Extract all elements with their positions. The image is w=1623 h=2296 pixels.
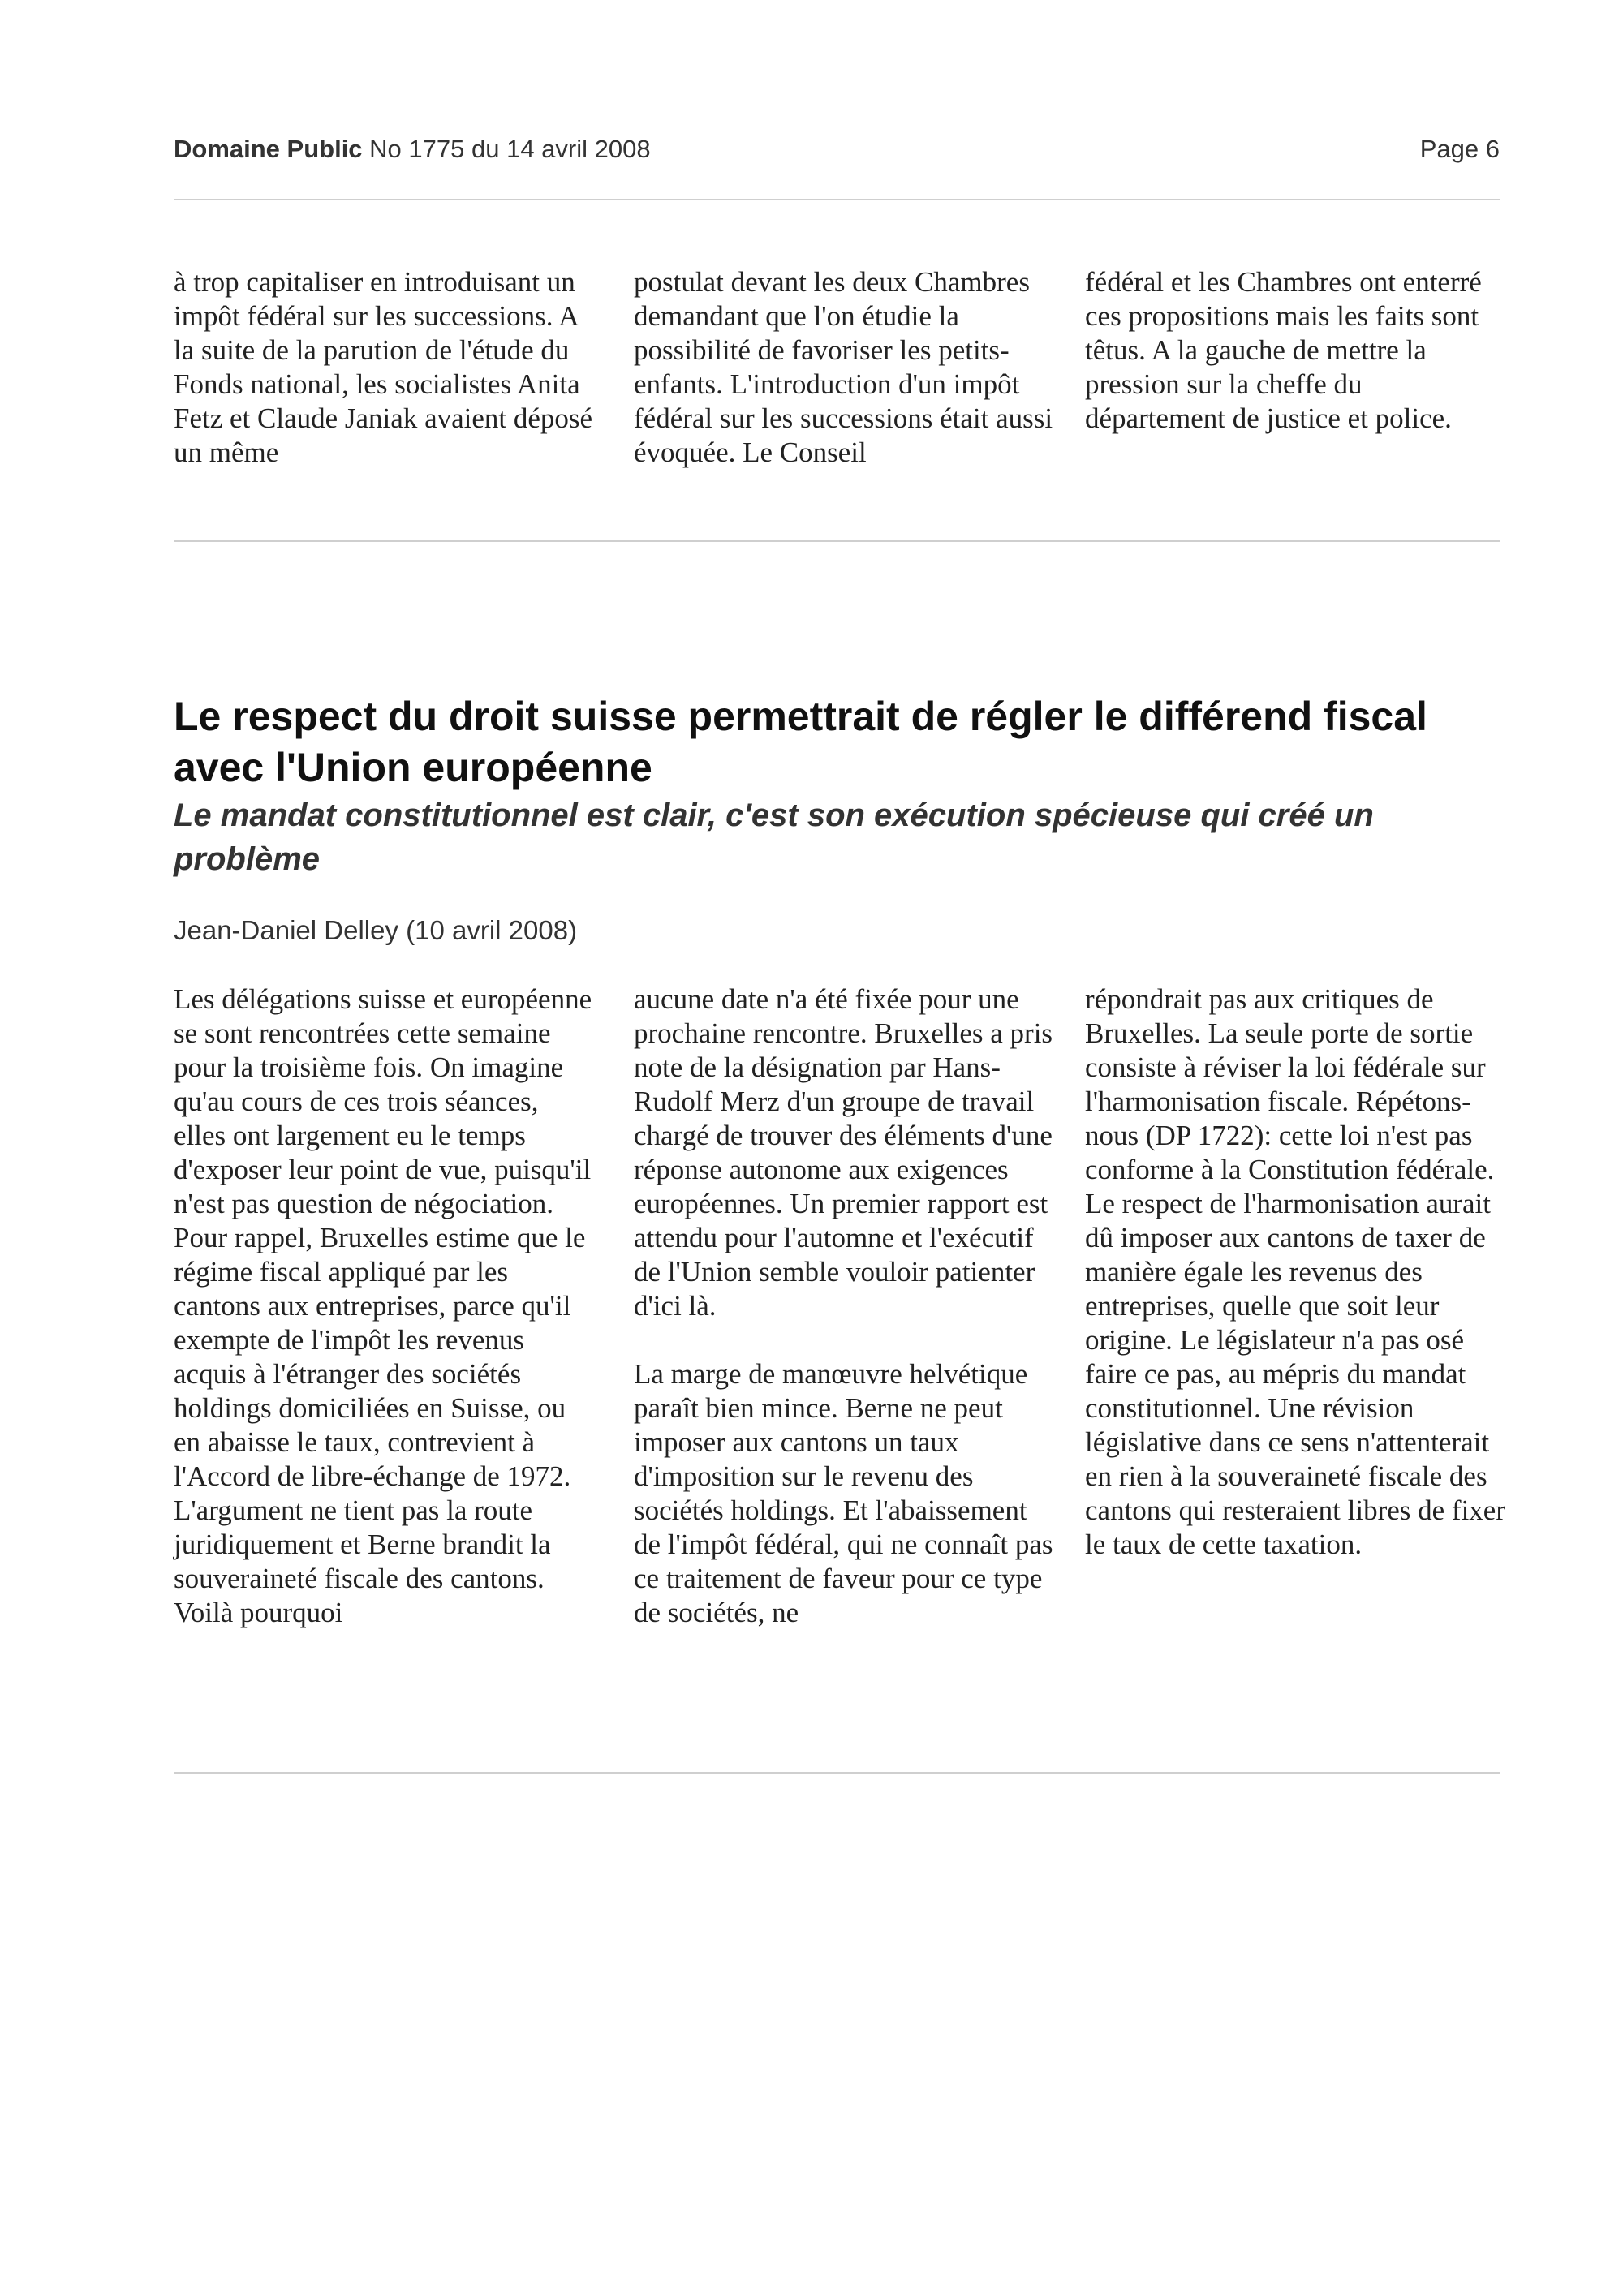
paragraph: répondrait pas aux critiques de Bruxelles. La seule porte de sortie consiste à réviser la loi fédérale sur l'harmonisation fiscale. Répétons-nous (DP 1722): cette loi n'est pas conforme à la Constitution fédérale. Le respect de l'harmonisation aurait dû imposer aux cantons de taxer de manière égale les revenus des entreprises, quelle que soit leur origine. Le législateur n'a pas osé faire ce pas, au mépris du mandat constitutionnel. Une révision législative dans ce sens n'attenterait en rien à la souveraineté fiscale des cantons qui resteraient libres de fixer le taux de cette taxation.: [1085, 983, 1505, 1560]
article-end-divider: [174, 1772, 1500, 1774]
paragraph: à trop capitaliser en introduisant un impôt fédéral sur les successions. A la suite de la parution de l'étude du Fonds national, les socialistes Anita Fetz et Claude Janiak avaient déposé un même: [174, 266, 593, 468]
article-column-1: [174, 982, 596, 1630]
paragraph: Les délégations suisse et européenne se sont rencontrées cette semaine pour la troisième fois. On imagine qu'au cours de ces trois séances, elles ont largement eu le temps d'exposer leur point de vue, puisqu'il n'est pas question de négociation. Pour rappel, Bruxelles estime que le régime fiscal appliqué par les cantons aux entreprises, parce qu'il exempte de l'impôt les revenus acquis à l'étranger des sociétés holdings domiciliées en Suisse, ou en abaisse le taux, contrevient à l'Accord de libre-échange de 1972. L'argument ne tient pas la route juridiquement et Berne brandit la souveraineté fiscale des cantons. Voilà pourquoi: [174, 983, 592, 1628]
publication-name: Domaine Public: [174, 135, 363, 163]
paragraph: postulat devant les deux Chambres demandant que l'on étudie la possibilité de favoriser les petits-enfants. L'introduction d'un impôt fédéral sur les successions était aussi évoquée. Le Conseil: [634, 266, 1053, 468]
paragraph: fédéral et les Chambres ont enterré ces propositions mais les faits sont têtus. A la gauche de mettre la pression sur la cheffe du département de justice et police.: [1085, 266, 1482, 434]
article-divider: [174, 540, 1500, 542]
page-header: [174, 135, 1500, 167]
article-column-2: [634, 982, 1056, 1630]
previous-article-column-1: [174, 265, 596, 470]
issue-info: No 1775 du 14 avril 2008: [369, 135, 651, 163]
paragraph: La marge de manœuvre helvétique paraît bien mince. Berne ne peut imposer aux cantons un taux d'imposition sur le revenu des sociétés holdings. Et l'abaissement de l'impôt fédéral, qui ne connaît pas ce traitement de faveur pour ce type de sociétés, ne: [634, 1358, 1053, 1628]
header-divider: [174, 199, 1500, 200]
previous-article-column-2: [634, 265, 1056, 470]
article-column-3: [1085, 982, 1507, 1562]
article-subtitle: Le mandat constitutionnel est clair, c'est son exécution spécieuse qui créé un problème: [174, 798, 1374, 877]
article-title: Le respect du droit suisse permettrait de régler le différend fiscal avec l'Union européenne: [174, 694, 1427, 790]
page-number: Page 6: [1419, 135, 1500, 163]
paragraph: aucune date n'a été fixée pour une prochaine rencontre. Bruxelles a pris note de la désignation par Hans-Rudolf Merz d'un groupe de travail chargé de trouver des éléments d'une réponse autonome aux exigences européennes. Un premier rapport est attendu pour l'automne et l'exécutif de l'Union semble vouloir patienter d'ici là.: [634, 983, 1053, 1322]
previous-article-column-3: [1085, 265, 1507, 436]
article-byline: Jean-Daniel Delley (10 avril 2008): [174, 915, 578, 945]
